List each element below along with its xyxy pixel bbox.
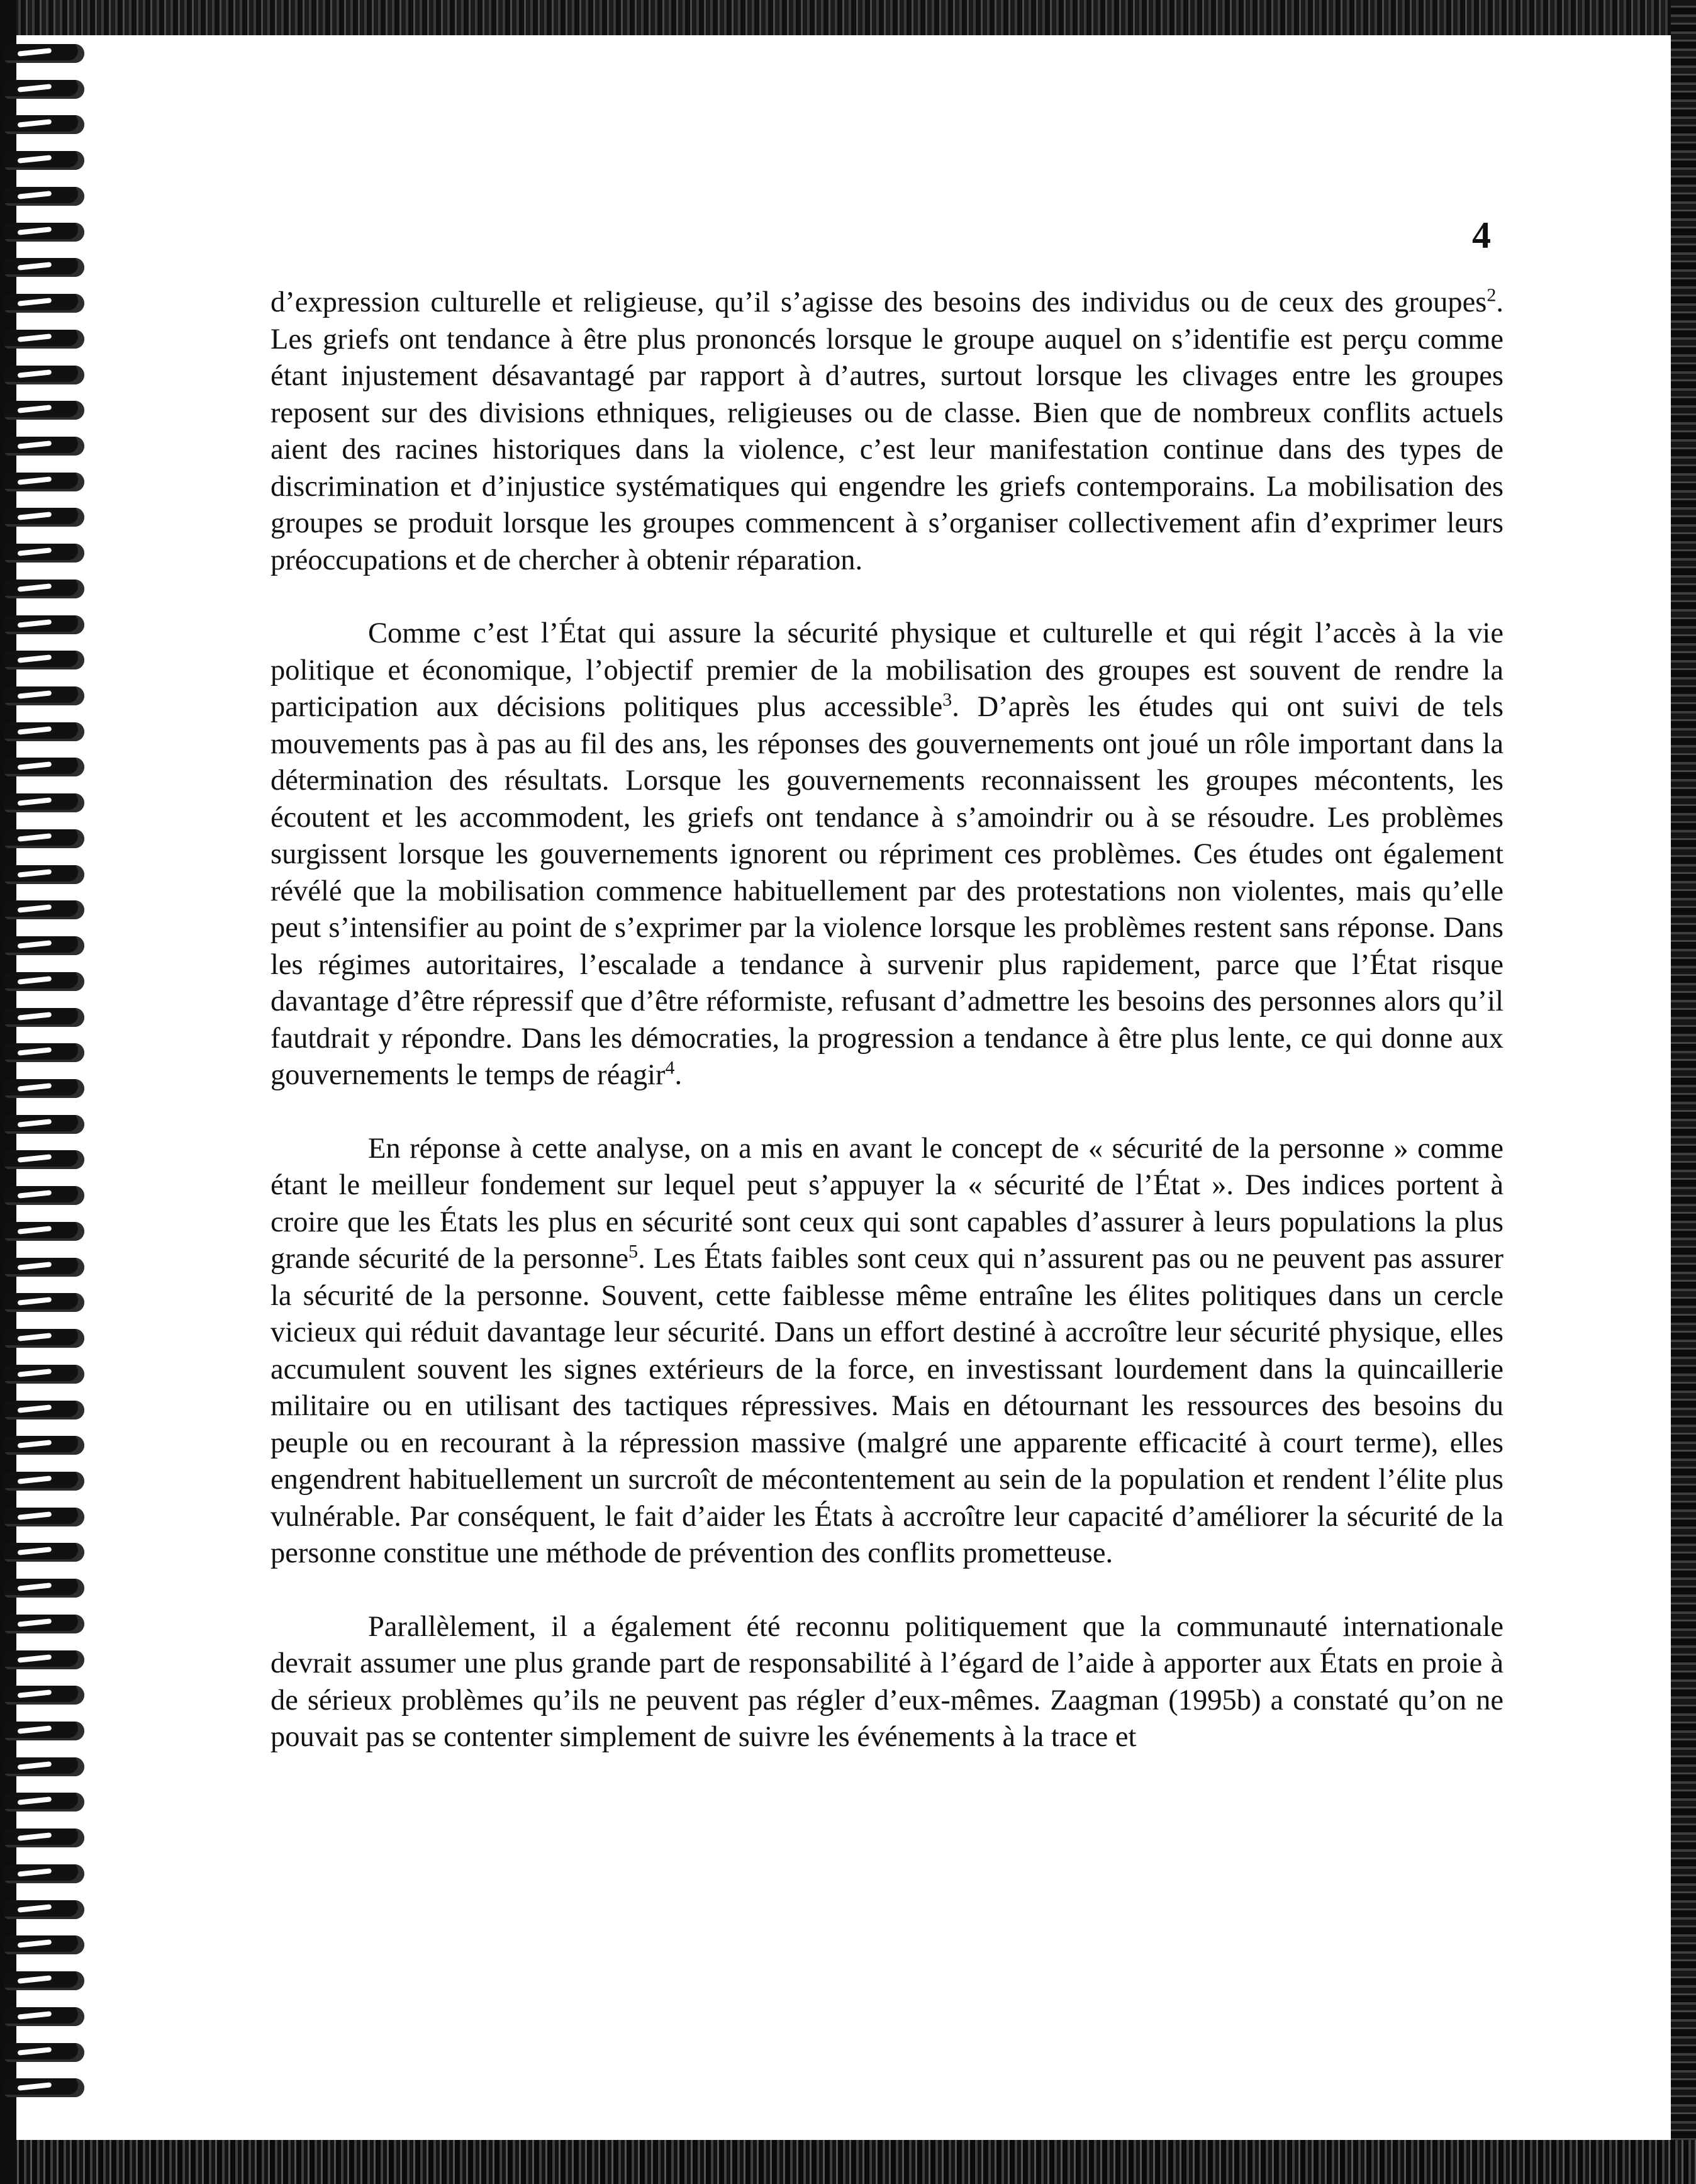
binding-ring bbox=[4, 1722, 84, 1740]
binding-ring bbox=[4, 1650, 84, 1669]
binding-ring bbox=[4, 330, 84, 349]
page-number: 4 bbox=[1472, 215, 1491, 256]
binding-ring bbox=[4, 1079, 84, 1098]
binding-ring bbox=[4, 473, 84, 491]
binding-ring bbox=[4, 437, 84, 456]
binding-ring bbox=[4, 1828, 84, 1847]
binding-ring bbox=[4, 1258, 84, 1277]
binding-ring bbox=[4, 2078, 84, 2097]
paragraph-4 bbox=[271, 1609, 1504, 1756]
binding-ring bbox=[4, 1186, 84, 1205]
binding-ring bbox=[4, 972, 84, 991]
binding-ring bbox=[4, 1365, 84, 1384]
binding-ring bbox=[4, 544, 84, 563]
binding-ring bbox=[4, 1900, 84, 1919]
binding-ring bbox=[4, 1043, 84, 1062]
text-run: En réponse à cette analyse, on a mis en avant le concept de « sécurité de la personne » comme étant le meilleur fondement sur lequel peut s’appuyer la « sécurité de l’État ». Des indices portent à croire que les États les plus en sécurité sont ceux qui sont capables d’assurer à leurs populations la plus grande sécurité de la personne bbox=[271, 1132, 1504, 1275]
binding-ring bbox=[4, 793, 84, 812]
binding-ring bbox=[4, 366, 84, 384]
text-run: d’expression culturelle et religieuse, qu’il s’agisse des besoins des individus ou de ceux des groupes bbox=[271, 286, 1487, 318]
text-run: . D’après les études qui ont suivi de tels mouvements pas à pas au fil des ans, les réponses des gouvernements ont joué un rôle important dans la détermination des résultats. Lorsque les gouvernements reconnaissent les groupes mécontents, les écoutent et les accommodent, les griefs ont tendance à s’amoindrir ou à se résoudre. Les problèmes surgissent lorsque les gouvernements ignorent ou répriment ces problèmes. Ces études ont également révélé que la mobilisation commence habituellement par des protestations non violentes, mais qu’elle peut s’intensifier au point de s’exprimer par la violence lorsque les problèmes restent sans réponse. Dans les régimes autoritaires, l’escalade a tendance à survenir plus rapidement, parce que l’État risque davantage d’être répressif que d’être réformiste, refusant d’admettre les besoins des personnes alors qu’il fautdrait y répondre. Dans les démocraties, la progression a tendance à être plus lente, ce qui donne aux gouvernements le temps de réagir bbox=[271, 691, 1504, 1091]
binding-ring bbox=[4, 1935, 84, 1954]
binding-ring bbox=[4, 1686, 84, 1705]
binding-ring bbox=[4, 2043, 84, 2062]
text-run: Comme c’est l’État qui assure la sécurité physique et culturelle et qui régit l’accès à la vie politique et économique, l’objectif premier de la mobilisation des groupes est souvent de rendre la participation aux décisions politiques plus accessible bbox=[271, 617, 1504, 723]
binding-ring bbox=[4, 1222, 84, 1241]
binding-ring bbox=[4, 1436, 84, 1455]
scan-edge-right bbox=[1671, 0, 1696, 2184]
footnote-marker: 4 bbox=[665, 1057, 675, 1078]
binding-ring bbox=[4, 1793, 84, 1812]
binding-ring bbox=[4, 900, 84, 919]
binding-ring bbox=[4, 1329, 84, 1348]
binding-ring bbox=[4, 1401, 84, 1420]
binding-ring bbox=[4, 1757, 84, 1776]
binding-ring bbox=[4, 758, 84, 776]
binding-ring bbox=[4, 1971, 84, 1990]
binding-ring bbox=[4, 651, 84, 669]
binding-ring bbox=[4, 187, 84, 206]
binding-ring bbox=[4, 1008, 84, 1027]
paragraph-3 bbox=[271, 1131, 1504, 1572]
paragraph-2 bbox=[271, 615, 1504, 1094]
binding-ring bbox=[4, 1615, 84, 1633]
binding-ring bbox=[4, 1543, 84, 1562]
binding-ring bbox=[4, 258, 84, 277]
binding-ring bbox=[4, 580, 84, 598]
binding-ring bbox=[4, 44, 84, 63]
binding-ring bbox=[4, 508, 84, 527]
footnote-marker: 5 bbox=[628, 1241, 639, 1262]
binding-ring bbox=[4, 936, 84, 955]
footnote-marker: 3 bbox=[942, 689, 952, 710]
footnote-marker: 2 bbox=[1487, 284, 1497, 306]
binding-ring bbox=[4, 2007, 84, 2026]
binding-ring bbox=[4, 80, 84, 99]
scan-edge-top bbox=[0, 0, 1696, 35]
binding-ring bbox=[4, 1150, 84, 1169]
paragraph-1 bbox=[271, 284, 1504, 579]
binding-ring bbox=[4, 401, 84, 420]
binding-ring bbox=[4, 223, 84, 242]
binding-ring bbox=[4, 294, 84, 313]
binding-ring bbox=[4, 1472, 84, 1491]
text-run: . bbox=[674, 1059, 683, 1091]
document-body bbox=[271, 284, 1504, 1793]
binding-ring bbox=[4, 865, 84, 884]
text-run: . Les griefs ont tendance à être plus prononcés lorsque le groupe auquel on s’identifie est perçu comme étant injustement désavantagé par rapport à d’autres, surtout lorsque les clivages entre les groupes reposent sur des divisions ethniques, religieuses ou de classe. Bien que de nombreux conflits actuels aient des racines historiques dans la violence, c’est leur manifestation continue dans des types de discrimination et d’injustice systématiques qui engendre les griefs contemporains. La mobilisation des groupes se produit lorsque les groupes commencent à s’organiser collectivement afin d’exprimer leurs préoccupations et de chercher à obtenir réparation. bbox=[271, 286, 1504, 576]
scan-edge-bottom bbox=[0, 2140, 1696, 2184]
binding-ring bbox=[4, 722, 84, 741]
binding-ring bbox=[4, 829, 84, 848]
binding-ring bbox=[4, 1293, 84, 1312]
binding-ring bbox=[4, 1508, 84, 1526]
binding-ring bbox=[4, 151, 84, 170]
binding-ring bbox=[4, 1579, 84, 1598]
binding-ring bbox=[4, 1115, 84, 1134]
binding-ring bbox=[4, 615, 84, 634]
spiral-binding bbox=[0, 44, 101, 2120]
binding-ring bbox=[4, 686, 84, 705]
text-run: . Les États faibles sont ceux qui n’assurent pas ou ne peuvent pas assurer la sécurité de la personne. Souvent, cette faiblesse même entraîne les élites politiques dans un cercle vicieux qui réduit davantage leur sécurité. Dans un effort destiné à accroître leur sécurité physique, elles accumulent souvent les signes extérieurs de la force, en investissant lourdement dans la quincaillerie militaire ou en utilisant des tactiques répressives. Mais en détournant les ressources des besoins du peuple ou en recourant à la répression massive (malgré une apparente efficacité à court terme), elles engendrent habituellement un surcroît de mécontentement au sein de la population et rendent l’élite plus vulnérable. Par conséquent, le fait d’aider les États à accroître leur capacité d’améliorer la sécurité de la personne constitue une méthode de prévention des conflits prometteuse. bbox=[271, 1243, 1504, 1569]
text-run: Parallèlement, il a également été reconnu politiquement que la communauté internationale devrait assumer une plus grande part de responsabilité à l’égard de l’aide à apporter aux États en proie à de sérieux problèmes qu’ils ne peuvent pas régler d’eux-mêmes. Zaagman (1995b) a constaté qu’on ne pouvait pas se contenter simplement de suivre les événements à la trace et bbox=[271, 1610, 1504, 1753]
binding-ring bbox=[4, 115, 84, 134]
binding-ring bbox=[4, 1864, 84, 1883]
